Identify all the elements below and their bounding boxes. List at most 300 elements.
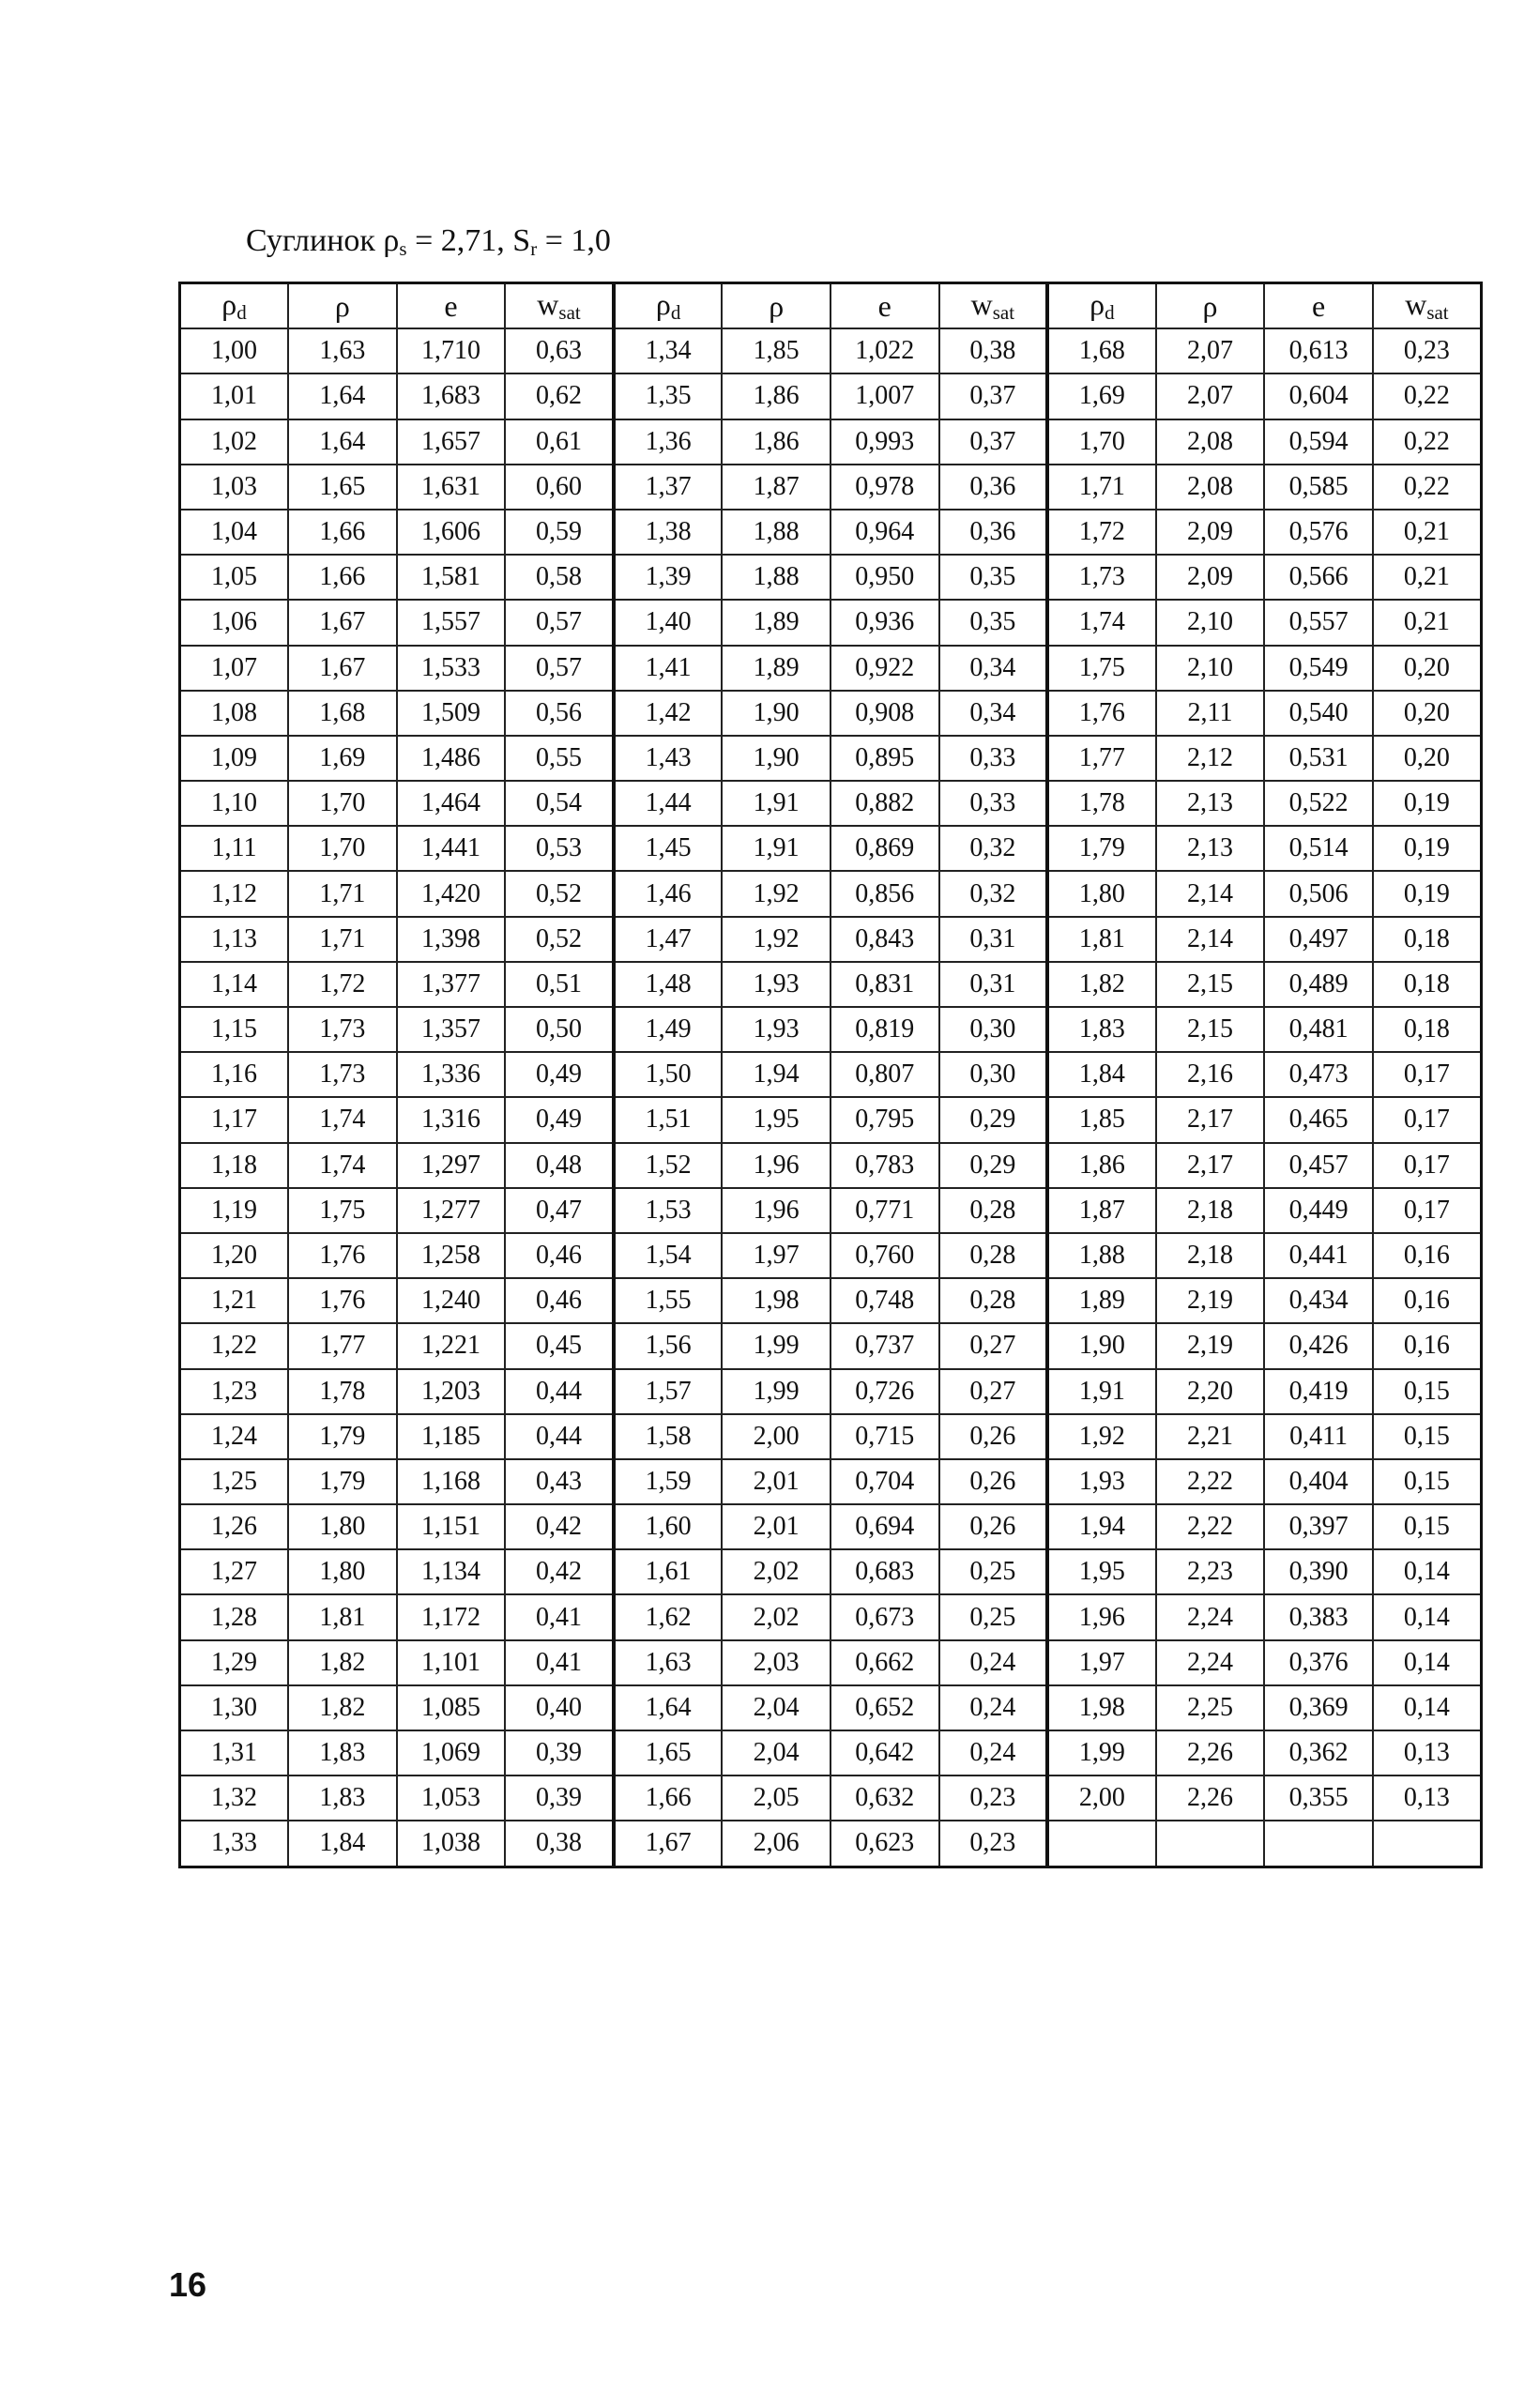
table-cell: 0,46	[505, 1233, 614, 1278]
table-cell: 1,62	[614, 1594, 723, 1639]
table-cell: 1,80	[1047, 871, 1156, 916]
table-cell: 0,694	[831, 1504, 939, 1549]
table-row	[180, 373, 1482, 419]
table-row	[180, 917, 1482, 962]
table-row	[180, 1821, 1482, 1867]
table-cell: 0,585	[1264, 465, 1373, 510]
table-cell: 1,23	[180, 1369, 289, 1414]
table-cell: 0,34	[939, 646, 1048, 691]
table-cell: 1,134	[397, 1549, 506, 1594]
table-cell: 1,81	[1047, 917, 1156, 962]
table-cell: 1,97	[722, 1233, 831, 1278]
table-cell: 1,67	[288, 646, 397, 691]
table-cell: 0,24	[939, 1640, 1048, 1685]
table-cell: 1,38	[614, 510, 723, 555]
table-cell: 0,362	[1264, 1730, 1373, 1776]
table-cell: 1,26	[180, 1504, 289, 1549]
table-cell: 1,30	[180, 1685, 289, 1730]
table-cell: 1,77	[1047, 736, 1156, 781]
table-cell: 1,59	[614, 1459, 723, 1504]
table-cell: 1,16	[180, 1052, 289, 1097]
table-cell: 0,807	[831, 1052, 939, 1097]
table-cell: 1,72	[288, 962, 397, 1007]
table-cell: 1,36	[614, 419, 723, 465]
table-cell: 1,92	[722, 871, 831, 916]
table-cell: 1,377	[397, 962, 506, 1007]
table-row	[180, 328, 1482, 373]
table-cell: 0,49	[505, 1097, 614, 1142]
table-cell: 1,09	[180, 736, 289, 781]
header-symbol: e	[1311, 288, 1326, 323]
table-cell: 2,05	[722, 1776, 831, 1821]
table-cell: 1,038	[397, 1821, 506, 1867]
table-row	[180, 871, 1482, 916]
table-row	[180, 419, 1482, 465]
table-cell: 2,21	[1156, 1414, 1265, 1459]
table-cell: 0,23	[939, 1776, 1048, 1821]
table-cell: 0,39	[505, 1776, 614, 1821]
table-cell: 0,20	[1373, 691, 1482, 736]
table-cell: 0,56	[505, 691, 614, 736]
table-cell: 0,383	[1264, 1594, 1373, 1639]
table-cell: 0,38	[939, 328, 1048, 373]
table-cell: 0,632	[831, 1776, 939, 1821]
table-cell: 0,506	[1264, 871, 1373, 916]
table-cell: 0,21	[1373, 600, 1482, 645]
table-cell: 0,566	[1264, 555, 1373, 600]
column-header	[397, 283, 506, 329]
table-cell: 0,411	[1264, 1414, 1373, 1459]
table-cell: 2,25	[1156, 1685, 1265, 1730]
table-cell: 0,831	[831, 962, 939, 1007]
table-cell: 0,50	[505, 1007, 614, 1052]
table-cell: 1,31	[180, 1730, 289, 1776]
table-cell: 1,14	[180, 962, 289, 1007]
table-cell: 0,964	[831, 510, 939, 555]
table-cell: 1,21	[180, 1278, 289, 1323]
table-cell: 0,514	[1264, 826, 1373, 871]
table-cell: 0,426	[1264, 1323, 1373, 1368]
header-row	[180, 283, 1482, 329]
table-cell: 0,15	[1373, 1369, 1482, 1414]
column-header	[1373, 283, 1482, 329]
table-cell: 1,90	[1047, 1323, 1156, 1368]
table-row	[180, 600, 1482, 645]
table-cell: 0,32	[939, 871, 1048, 916]
table-cell: 0,869	[831, 826, 939, 871]
table-cell: 1,42	[614, 691, 723, 736]
table-cell: 0,30	[939, 1007, 1048, 1052]
table-cell: 2,26	[1156, 1776, 1265, 1821]
header-symbol: ρ	[334, 288, 350, 323]
table-cell: 0,53	[505, 826, 614, 871]
table-cell: 0,355	[1264, 1776, 1373, 1821]
table-cell: 1,94	[1047, 1504, 1156, 1549]
table-cell: 1,221	[397, 1323, 506, 1368]
table-cell: 1,277	[397, 1188, 506, 1233]
table-cell: 1,486	[397, 736, 506, 781]
table-cell: 1,557	[397, 600, 506, 645]
column-header	[1047, 283, 1156, 329]
table-cell: 0,576	[1264, 510, 1373, 555]
table-cell: 0,465	[1264, 1097, 1373, 1142]
table-cell: 0,44	[505, 1369, 614, 1414]
table-cell: 0,37	[939, 419, 1048, 465]
table-cell: 0,376	[1264, 1640, 1373, 1685]
table-row	[180, 1052, 1482, 1097]
table-cell: 1,65	[614, 1730, 723, 1776]
header-symbol: ρ	[1090, 287, 1105, 322]
table-cell: 0,613	[1264, 328, 1373, 373]
table-cell: 0,30	[939, 1052, 1048, 1097]
caption-suffix: = 1,0	[537, 223, 611, 258]
table-cell: 2,18	[1156, 1233, 1265, 1278]
table-cell: 1,73	[1047, 555, 1156, 600]
table-cell: 1,12	[180, 871, 289, 916]
table-cell: 0,14	[1373, 1594, 1482, 1639]
table-cell: 1,91	[722, 781, 831, 826]
header-subscript: d	[1105, 301, 1115, 325]
header-subscript: d	[236, 301, 247, 325]
table-cell: 0,16	[1373, 1323, 1482, 1368]
table-cell: 0,48	[505, 1143, 614, 1188]
table-cell: 2,24	[1156, 1594, 1265, 1639]
table-cell: 1,89	[1047, 1278, 1156, 1323]
table-cell: 1,66	[288, 555, 397, 600]
table-cell: 1,77	[288, 1323, 397, 1368]
table-cell: 1,53	[614, 1188, 723, 1233]
table-cell: 0,15	[1373, 1504, 1482, 1549]
table-cell: 1,053	[397, 1776, 506, 1821]
table-cell	[1047, 1821, 1156, 1867]
table-cell: 0,22	[1373, 465, 1482, 510]
table-cell: 0,760	[831, 1233, 939, 1278]
table-row	[180, 1549, 1482, 1594]
table-cell: 2,07	[1156, 373, 1265, 419]
table-cell: 1,54	[614, 1233, 723, 1278]
table-cell: 1,56	[614, 1323, 723, 1368]
table-cell: 1,11	[180, 826, 289, 871]
table-cell: 0,27	[939, 1323, 1048, 1368]
column-header	[831, 283, 939, 329]
table-cell: 0,748	[831, 1278, 939, 1323]
table-cell: 0,369	[1264, 1685, 1373, 1730]
column-header	[614, 283, 723, 329]
table-cell: 0,19	[1373, 871, 1482, 916]
table-row	[180, 691, 1482, 736]
table-cell: 0,673	[831, 1594, 939, 1639]
table-cell: 2,17	[1156, 1097, 1265, 1142]
table-cell: 0,20	[1373, 736, 1482, 781]
table-cell: 1,97	[1047, 1640, 1156, 1685]
table-cell: 0,594	[1264, 419, 1373, 465]
table-cell: 1,64	[614, 1685, 723, 1730]
table-cell: 0,49	[505, 1052, 614, 1097]
table-cell: 1,87	[722, 465, 831, 510]
table-cell: 1,631	[397, 465, 506, 510]
table-cell: 0,32	[939, 826, 1048, 871]
table-cell: 0,419	[1264, 1369, 1373, 1414]
table-cell: 0,41	[505, 1594, 614, 1639]
table-cell: 0,29	[939, 1097, 1048, 1142]
table-cell: 1,168	[397, 1459, 506, 1504]
table-cell: 0,16	[1373, 1233, 1482, 1278]
table-cell: 0,531	[1264, 736, 1373, 781]
table-cell: 0,908	[831, 691, 939, 736]
table-cell: 1,39	[614, 555, 723, 600]
table-cell: 2,04	[722, 1685, 831, 1730]
table-cell: 2,02	[722, 1549, 831, 1594]
table-cell: 1,069	[397, 1730, 506, 1776]
table-cell: 1,99	[1047, 1730, 1156, 1776]
header-subscript: sat	[1426, 301, 1449, 325]
table-cell: 2,06	[722, 1821, 831, 1867]
table-cell: 0,28	[939, 1188, 1048, 1233]
table-cell: 0,26	[939, 1459, 1048, 1504]
header-subscript: d	[670, 301, 681, 325]
table-cell: 1,70	[1047, 419, 1156, 465]
table-cell: 1,203	[397, 1369, 506, 1414]
table-cell: 0,27	[939, 1369, 1048, 1414]
table-cell: 0,25	[939, 1549, 1048, 1594]
table-cell: 1,70	[288, 781, 397, 826]
table-cell: 1,33	[180, 1821, 289, 1867]
table-cell: 2,04	[722, 1730, 831, 1776]
table-cell: 0,623	[831, 1821, 939, 1867]
table-cell: 0,33	[939, 781, 1048, 826]
table-cell: 0,18	[1373, 917, 1482, 962]
table-cell: 0,22	[1373, 419, 1482, 465]
table-cell: 1,240	[397, 1278, 506, 1323]
table-cell: 1,336	[397, 1052, 506, 1097]
table-cell: 1,151	[397, 1504, 506, 1549]
table-cell: 0,39	[505, 1730, 614, 1776]
table-cell: 1,80	[288, 1549, 397, 1594]
table-cell: 0,17	[1373, 1052, 1482, 1097]
table-row	[180, 1323, 1482, 1368]
table-cell: 0,31	[939, 962, 1048, 1007]
table-cell: 1,34	[614, 328, 723, 373]
table-cell: 2,14	[1156, 871, 1265, 916]
table-cell: 0,20	[1373, 646, 1482, 691]
table-cell: 1,93	[722, 1007, 831, 1052]
table-row	[180, 1776, 1482, 1821]
table-cell: 0,457	[1264, 1143, 1373, 1188]
caption-sub-s: s	[399, 237, 407, 260]
table-cell: 1,92	[722, 917, 831, 962]
table-cell: 0,683	[831, 1549, 939, 1594]
table-cell: 2,01	[722, 1504, 831, 1549]
table-cell: 1,58	[614, 1414, 723, 1459]
table-cell: 1,27	[180, 1549, 289, 1594]
table-cell: 1,76	[1047, 691, 1156, 736]
table-cell: 0,14	[1373, 1685, 1482, 1730]
header-subscript: sat	[992, 301, 1015, 325]
table-cell: 1,50	[614, 1052, 723, 1097]
table-cell: 1,82	[1047, 962, 1156, 1007]
table-cell: 1,57	[614, 1369, 723, 1414]
table-cell: 1,316	[397, 1097, 506, 1142]
table-cell: 0,993	[831, 419, 939, 465]
table-cell: 0,704	[831, 1459, 939, 1504]
table-cell: 0,737	[831, 1323, 939, 1368]
table-cell: 0,522	[1264, 781, 1373, 826]
table-cell: 1,71	[1047, 465, 1156, 510]
table-cell: 2,12	[1156, 736, 1265, 781]
table-cell: 1,47	[614, 917, 723, 962]
table-cell: 2,08	[1156, 465, 1265, 510]
header-symbol: ρ	[769, 288, 785, 323]
table-cell: 1,72	[1047, 510, 1156, 555]
table-cell: 0,662	[831, 1640, 939, 1685]
table-cell: 1,98	[1047, 1685, 1156, 1730]
header-symbol: w	[537, 287, 559, 322]
caption-sub-r: r	[530, 237, 538, 260]
table-cell: 0,715	[831, 1414, 939, 1459]
table-row	[180, 1233, 1482, 1278]
table-cell: 1,297	[397, 1143, 506, 1188]
table-cell: 0,15	[1373, 1414, 1482, 1459]
table-row	[180, 555, 1482, 600]
table-cell: 1,79	[1047, 826, 1156, 871]
table-cell: 1,00	[180, 328, 289, 373]
table-cell: 1,35	[614, 373, 723, 419]
table-cell: 2,07	[1156, 328, 1265, 373]
page-number: 16	[169, 2265, 207, 2304]
table-cell: 0,557	[1264, 600, 1373, 645]
table-cell: 0,922	[831, 646, 939, 691]
table-cell: 1,84	[288, 1821, 397, 1867]
table-cell: 0,44	[505, 1414, 614, 1459]
table-cell: 1,32	[180, 1776, 289, 1821]
table-cell: 2,03	[722, 1640, 831, 1685]
table-cell: 1,89	[722, 646, 831, 691]
table-cell: 0,397	[1264, 1504, 1373, 1549]
table-cell: 0,35	[939, 555, 1048, 600]
table-cell: 1,81	[288, 1594, 397, 1639]
table-cell: 2,19	[1156, 1278, 1265, 1323]
table-row	[180, 646, 1482, 691]
table-row	[180, 1278, 1482, 1323]
table-row	[180, 1594, 1482, 1639]
table-cell: 1,73	[288, 1007, 397, 1052]
table-cell: 0,26	[939, 1414, 1048, 1459]
table-cell: 0,41	[505, 1640, 614, 1685]
column-header	[722, 283, 831, 329]
table-cell: 0,38	[505, 1821, 614, 1867]
table-cell: 1,02	[180, 419, 289, 465]
header-symbol: ρ	[1202, 288, 1218, 323]
table-cell: 2,17	[1156, 1143, 1265, 1188]
table-cell: 0,843	[831, 917, 939, 962]
table-cell: 1,79	[288, 1459, 397, 1504]
table-cell: 1,65	[288, 465, 397, 510]
table-cell: 0,34	[939, 691, 1048, 736]
table-cell: 2,09	[1156, 555, 1265, 600]
table-cell: 1,581	[397, 555, 506, 600]
table-cell: 1,49	[614, 1007, 723, 1052]
table-cell: 1,43	[614, 736, 723, 781]
table-cell: 0,58	[505, 555, 614, 600]
table-cell: 0,936	[831, 600, 939, 645]
table-cell: 0,54	[505, 781, 614, 826]
table-row	[180, 465, 1482, 510]
column-header	[1264, 283, 1373, 329]
table-cell: 1,101	[397, 1640, 506, 1685]
table-cell: 0,31	[939, 917, 1048, 962]
table-cell: 2,19	[1156, 1323, 1265, 1368]
table-row	[180, 736, 1482, 781]
table-cell: 1,25	[180, 1459, 289, 1504]
table-cell: 1,79	[288, 1414, 397, 1459]
table-cell: 0,61	[505, 419, 614, 465]
table-cell: 1,022	[831, 328, 939, 373]
table-row	[180, 1459, 1482, 1504]
table-cell: 0,604	[1264, 373, 1373, 419]
table-cell: 2,23	[1156, 1549, 1265, 1594]
table-cell: 2,08	[1156, 419, 1265, 465]
table-cell: 2,09	[1156, 510, 1265, 555]
table-cell: 0,28	[939, 1233, 1048, 1278]
table-cell: 0,45	[505, 1323, 614, 1368]
header-symbol: ρ	[221, 287, 237, 322]
table-cell: 0,51	[505, 962, 614, 1007]
table-cell: 1,03	[180, 465, 289, 510]
table-cell: 0,21	[1373, 510, 1482, 555]
table-cell: 0,489	[1264, 962, 1373, 1007]
table-cell: 0,24	[939, 1730, 1048, 1776]
table-cell: 2,24	[1156, 1640, 1265, 1685]
table-cell: 1,258	[397, 1233, 506, 1278]
table-cell: 1,80	[288, 1504, 397, 1549]
table-cell: 1,96	[1047, 1594, 1156, 1639]
table-cell: 0,52	[505, 917, 614, 962]
table-cell: 0,63	[505, 328, 614, 373]
table-cell	[1373, 1821, 1482, 1867]
table-cell: 0,16	[1373, 1278, 1482, 1323]
table-cell: 1,75	[1047, 646, 1156, 691]
table-cell: 0,978	[831, 465, 939, 510]
table-cell: 2,10	[1156, 646, 1265, 691]
table-cell: 1,88	[1047, 1233, 1156, 1278]
table-cell: 1,61	[614, 1549, 723, 1594]
table-cell: 0,549	[1264, 646, 1373, 691]
table-cell: 0,35	[939, 600, 1048, 645]
table-cell: 1,87	[1047, 1188, 1156, 1233]
table-cell: 0,36	[939, 465, 1048, 510]
table-cell: 1,71	[288, 871, 397, 916]
table-row	[180, 962, 1482, 1007]
table-cell: 2,13	[1156, 826, 1265, 871]
table-cell: 1,64	[288, 373, 397, 419]
table-cell: 1,99	[722, 1323, 831, 1368]
table-cell: 1,90	[722, 736, 831, 781]
table-cell: 0,434	[1264, 1278, 1373, 1323]
table-cell: 2,22	[1156, 1459, 1265, 1504]
table-cell: 1,41	[614, 646, 723, 691]
table-row	[180, 1007, 1482, 1052]
table-cell: 1,420	[397, 871, 506, 916]
table-cell: 1,357	[397, 1007, 506, 1052]
table-cell: 1,63	[288, 328, 397, 373]
table-cell: 1,007	[831, 373, 939, 419]
table-cell: 0,950	[831, 555, 939, 600]
table-cell: 0,895	[831, 736, 939, 781]
table-cell: 1,68	[288, 691, 397, 736]
table-cell: 1,82	[288, 1685, 397, 1730]
table-cell: 1,75	[288, 1188, 397, 1233]
table-cell: 2,00	[722, 1414, 831, 1459]
